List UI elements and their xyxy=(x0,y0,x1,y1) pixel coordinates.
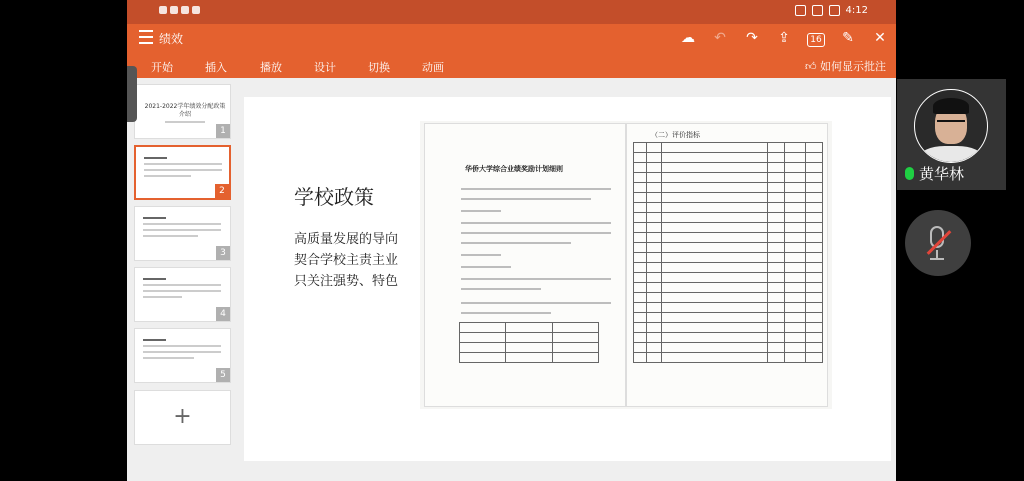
redo-icon[interactable]: ↷ xyxy=(746,30,758,46)
chat-icon xyxy=(170,6,178,14)
pen-icon[interactable]: ✎ xyxy=(842,30,854,46)
participant-name: 黄华林 xyxy=(919,165,965,183)
clock: 4:12 xyxy=(845,5,868,16)
tab-insert[interactable]: 插入 xyxy=(205,61,227,74)
slide-line: 只关注强势、特色 xyxy=(294,274,399,289)
menu-icon[interactable] xyxy=(139,30,153,44)
tab-animation[interactable]: 动画 xyxy=(422,61,444,74)
undo-icon[interactable]: ↶ xyxy=(714,30,726,46)
thumb-content xyxy=(143,339,221,363)
thumb-title: 2021-2022学年绩效分配政策介绍 xyxy=(144,103,226,118)
slide-bullets xyxy=(294,229,398,292)
show-comments-help[interactable]: 👍︎ 如何显示批注 xyxy=(805,60,886,73)
mic-active-icon xyxy=(905,167,914,180)
thumb-subtitle-line xyxy=(165,121,205,123)
scan-page-right xyxy=(626,123,828,407)
scan-heading: 华侨大学综合业绩奖励计划细则 xyxy=(465,165,563,173)
status-right xyxy=(795,5,868,16)
nfc-icon xyxy=(795,5,806,16)
calendar-icon[interactable]: 16 xyxy=(806,28,826,48)
slide-thumbnail-1[interactable] xyxy=(134,84,231,139)
system-status-bar xyxy=(127,0,896,24)
browser-icon xyxy=(192,6,200,14)
slide-canvas[interactable] xyxy=(244,97,891,461)
app-icon xyxy=(181,6,189,14)
slide-number: 1 xyxy=(216,124,230,138)
notification-icons xyxy=(159,6,200,14)
thumb-content xyxy=(144,157,222,181)
participant-avatar xyxy=(914,89,988,163)
panel-drag-handle[interactable] xyxy=(127,66,137,122)
slide-thumbnail-5[interactable] xyxy=(134,328,231,383)
title-bar xyxy=(127,24,896,52)
scan-page-left xyxy=(424,123,626,407)
tab-play[interactable]: 播放 xyxy=(260,61,282,74)
battery-icon xyxy=(829,5,840,16)
add-slide-button[interactable]: + xyxy=(134,390,231,445)
thumb-content xyxy=(143,217,221,241)
thumb-up-icon: 👍︎ xyxy=(805,60,817,73)
thumb-content xyxy=(143,278,221,302)
slide-title: 学校政策 xyxy=(294,185,374,209)
slide-number: 2 xyxy=(215,184,229,198)
participant-video-tile[interactable] xyxy=(897,79,1006,190)
presentation-app xyxy=(127,0,896,481)
tab-start[interactable]: 开始 xyxy=(151,61,173,74)
tab-transition[interactable]: 切换 xyxy=(368,61,390,74)
slide-thumbnail-2[interactable] xyxy=(134,145,231,200)
slide-line: 高质量发展的导向 xyxy=(294,232,399,247)
slide-number: 4 xyxy=(216,307,230,321)
wifi-icon xyxy=(159,6,167,14)
slide-line: 契合学校主责主业 xyxy=(294,253,399,268)
scan-table xyxy=(459,322,599,363)
scan-table xyxy=(633,142,823,363)
mute-microphone-button[interactable] xyxy=(905,210,971,276)
scanned-document-image xyxy=(420,121,832,409)
scan-heading: （二）评价指标 xyxy=(651,131,700,139)
tab-design[interactable]: 设计 xyxy=(314,61,336,74)
slide-number: 3 xyxy=(216,246,230,260)
bluetooth-icon xyxy=(812,5,823,16)
share-icon[interactable]: ⇪ xyxy=(778,30,790,46)
cloud-save-icon[interactable]: ☁ xyxy=(681,30,695,46)
slide-number: 5 xyxy=(216,368,230,382)
slide-thumbnail-3[interactable] xyxy=(134,206,231,261)
close-icon[interactable]: ✕ xyxy=(874,30,886,46)
ribbon-tabs xyxy=(127,52,896,78)
slide-thumbnail-panel xyxy=(127,78,239,481)
document-title: 绩效 xyxy=(159,32,184,46)
slide-thumbnail-4[interactable] xyxy=(134,267,231,322)
